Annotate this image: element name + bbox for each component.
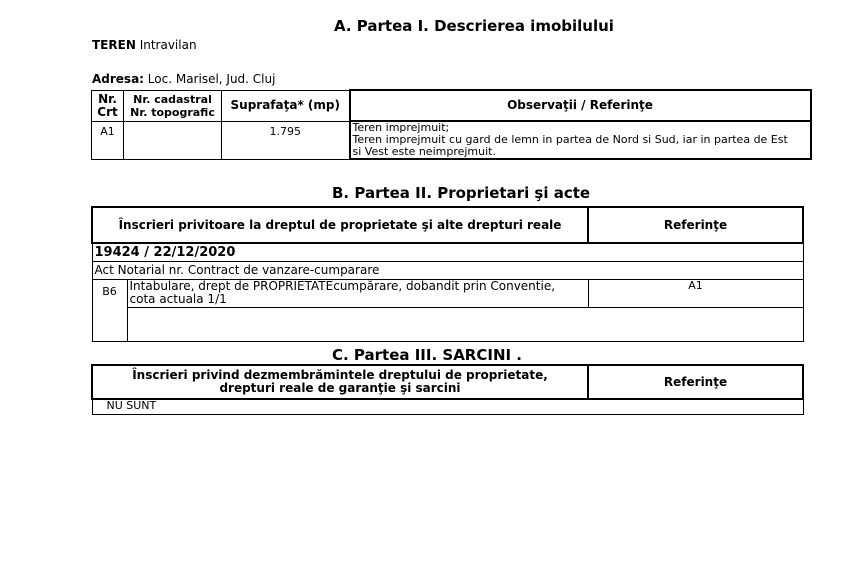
table-row <box>92 121 811 159</box>
address-label: Adresa: <box>92 72 144 86</box>
empty-row <box>92 308 803 342</box>
no-encumbrances: NU SUNT <box>92 399 803 414</box>
cell-suprafata: 1.795 <box>222 121 350 159</box>
property-description-table <box>91 89 812 160</box>
empty-cell <box>127 308 803 342</box>
section-b-title: B. Partea II. Proprietari şi acte <box>332 184 591 202</box>
table-header-row <box>92 365 803 399</box>
act-row <box>92 262 803 280</box>
property-type-value: Intravilan <box>135 38 197 52</box>
cell-code: B6 <box>92 280 127 342</box>
address <box>92 72 275 86</box>
section-c-title: C. Partea III. SARCINI . <box>332 346 522 364</box>
entry-number-row <box>92 243 803 262</box>
header-referinte: Referinţe <box>588 207 803 243</box>
cell-inscriere: Intabulare, drept de PROPRIETATEcumpărare, dobandit prin Conventie, cota actuala 1/1 <box>127 280 588 308</box>
entry-number: 19424 / 22/12/2020 <box>92 243 803 262</box>
header-referinte: Referinţe <box>588 365 803 399</box>
section-a-title: A. Partea I. Descrierea imobilului <box>334 17 614 35</box>
table-row <box>92 399 803 414</box>
cell-nr: A1 <box>92 121 124 159</box>
ownership-table <box>91 206 804 342</box>
address-value: Loc. Marisel, Jud. Cluj <box>143 72 276 86</box>
header-suprafata: Suprafaţa* (mp) <box>222 90 350 121</box>
property-type-label: TEREN <box>92 38 136 52</box>
table-header-row <box>92 90 811 121</box>
header-inscrieri: Înscrieri privitoare la dreptul de proprietate şi alte drepturi reale <box>92 207 588 243</box>
cell-ref: A1 <box>588 280 803 308</box>
header-nr-crt: Nr. Crt <box>92 90 124 121</box>
property-type <box>92 38 197 52</box>
table-row <box>92 280 803 308</box>
header-cadastral: Nr. cadastral Nr. topografic <box>124 90 222 121</box>
cell-observatii: Teren imprejmuit; Teren imprejmuit cu gard de lemn in partea de Nord si Sud, iar in partea de Est si Vest este neimprejmuit. <box>350 121 811 159</box>
cell-cadastral <box>124 121 222 159</box>
table-header-row <box>92 207 803 243</box>
act-text: Act Notarial nr. Contract de vanzare-cumparare <box>92 262 803 280</box>
encumbrances-table <box>91 364 804 415</box>
header-inscrieri: Înscrieri privind dezmembrămintele dreptului de proprietate, drepturi reale de garanţie şi sarcini <box>92 365 588 399</box>
header-observatii: Observaţii / Referinţe <box>350 90 811 121</box>
